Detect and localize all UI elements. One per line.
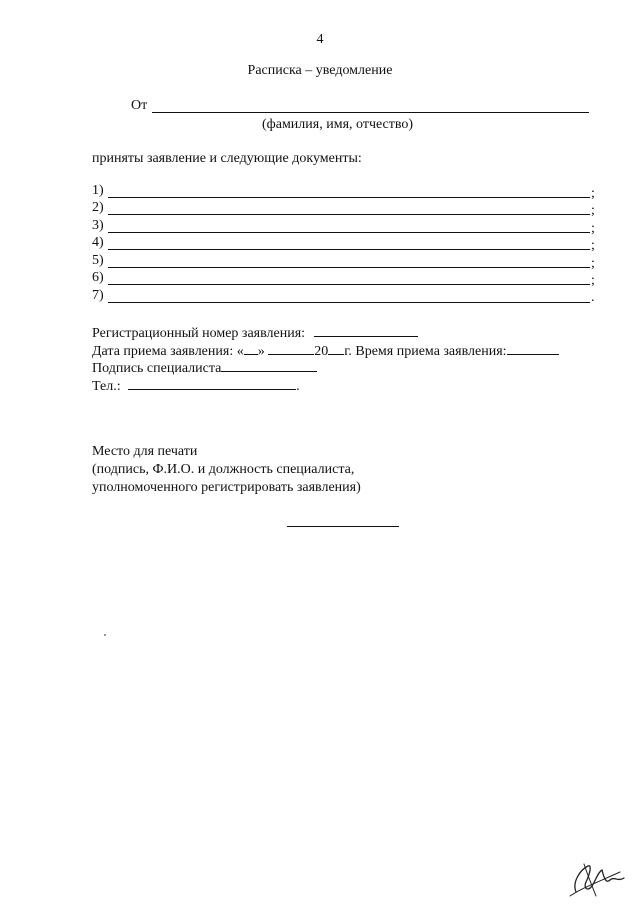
time-field[interactable] xyxy=(507,342,559,355)
item-number: 6) xyxy=(92,270,104,285)
from-label: От xyxy=(131,98,148,113)
item-end-mark: ; xyxy=(591,256,595,271)
document-entry-field[interactable] xyxy=(108,284,590,285)
reg-number-row xyxy=(92,324,418,342)
specialist-signature-label: Подпись специалиста xyxy=(92,361,222,376)
specialist-signature-field[interactable] xyxy=(221,359,317,372)
time-label: Время приема заявления: xyxy=(355,344,507,359)
document-entry-field[interactable] xyxy=(108,197,590,198)
stamp-caption-line-1: (подпись, Ф.И.О. и должность специалиста, xyxy=(92,462,355,477)
item-end-mark: ; xyxy=(591,203,595,218)
month-field[interactable] xyxy=(268,342,314,355)
document-title: Расписка – уведомление xyxy=(247,63,393,78)
date-row xyxy=(92,342,559,360)
day-field[interactable] xyxy=(244,342,258,355)
document-entry-field[interactable] xyxy=(108,214,590,215)
stamp-caption-line-2: уполномоченного регистрировать заявления) xyxy=(92,480,361,495)
phone-row xyxy=(92,377,300,395)
date-label: Дата приема заявления: « xyxy=(92,344,244,359)
item-number: 7) xyxy=(92,288,104,303)
reg-number-field[interactable] xyxy=(314,324,418,337)
document-entry-field[interactable] xyxy=(108,232,590,233)
page-number: 4 xyxy=(316,32,324,47)
item-number: 5) xyxy=(92,253,104,268)
phone-end: . xyxy=(296,379,300,394)
item-number: 2) xyxy=(92,200,104,215)
document-entry-field[interactable] xyxy=(108,267,590,268)
handwritten-signature xyxy=(562,852,632,900)
item-number: 4) xyxy=(92,235,104,250)
year-field[interactable] xyxy=(328,342,344,355)
specialist-signature-row xyxy=(92,359,317,377)
year-prefix: 20 xyxy=(314,344,329,359)
item-number: 3) xyxy=(92,218,104,233)
year-suffix: г. xyxy=(344,344,352,359)
reg-number-label: Регистрационный номер заявления: xyxy=(92,326,306,341)
item-end-mark: ; xyxy=(591,186,595,201)
from-caption: (фамилия, имя, отчество) xyxy=(262,117,414,132)
item-end-mark: . xyxy=(591,290,595,305)
documents-intro: приняты заявление и следующие документы: xyxy=(92,151,362,166)
document-entry-field[interactable] xyxy=(108,302,590,303)
closing-divider xyxy=(287,526,399,527)
item-end-mark: ; xyxy=(591,273,595,288)
item-number: 1) xyxy=(92,183,104,198)
phone-label: Тел.: xyxy=(92,379,121,394)
item-end-mark: ; xyxy=(591,221,595,236)
phone-field[interactable] xyxy=(128,377,296,390)
stamp-place-label: Место для печати xyxy=(92,444,198,459)
item-end-mark: ; xyxy=(591,238,595,253)
document-entry-field[interactable] xyxy=(108,249,590,250)
date-quote-close: » xyxy=(257,344,265,359)
speck-mark xyxy=(104,634,106,636)
from-name-field[interactable] xyxy=(152,112,589,113)
